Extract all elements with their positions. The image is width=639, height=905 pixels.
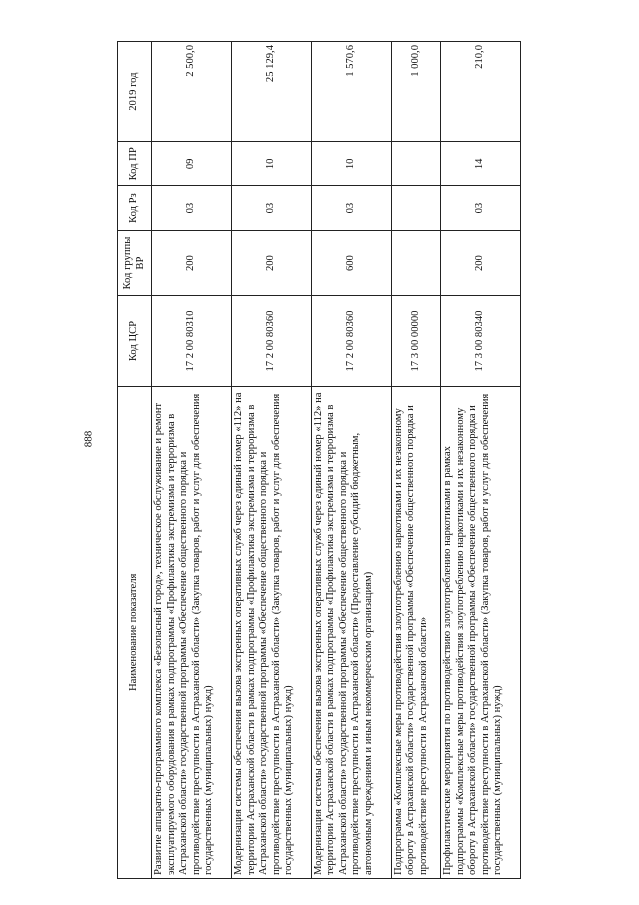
row-pr: [391, 142, 440, 186]
row-rz: 03: [441, 186, 521, 230]
row-csr: 17 2 00 80360: [232, 296, 312, 386]
row-pr: 14: [441, 142, 521, 186]
row-vr: 200: [441, 230, 521, 296]
row-year: 2 500,0: [152, 42, 232, 142]
table-row: [441, 42, 521, 879]
row-rz: 03: [311, 186, 391, 230]
table-header-row: [118, 42, 152, 879]
header-pr: Код ПР: [118, 142, 152, 186]
row-name: Профилактические мероприятия по противодействию злоупотреблению наркотиками в рамках подпрограммы «Комплексные меры противодействия злоупотреблению наркотиками и их незаконному обороту в Астраханской области» государственной программы «Обеспечение общественного порядка и противодействие преступности в Астраханской области» (Закупка товаров, работ и услуг для обеспечения государственных (муниципальных) нужд): [441, 386, 521, 878]
row-csr: 17 3 00 80340: [441, 296, 521, 386]
row-vr: 600: [311, 230, 391, 296]
row-name: Модернизация системы обеспечения вызова экстренных оперативных служб через единый номер «112» на территории Астраханской области в рамках подпрограммы «Профилактика экстремизма и терроризма в Астраханской области» государственной программы «Обеспечение общественного порядка и противодействие преступности в Астраханской области» (Предоставление субсидий бюджетным, автономным учреждениям и иным некоммерческим организациям): [311, 386, 391, 878]
header-vr: Код группы ВР: [118, 230, 152, 296]
header-csr: Код ЦСР: [118, 296, 152, 386]
row-csr: 17 2 00 80310: [152, 296, 232, 386]
row-rz: [391, 186, 440, 230]
row-name: Подпрограмма «Комплексные меры противодействия злоупотреблению наркотиками и их незаконному обороту в Астраханской области» государственной программы «Обеспечение общественного порядка и противодействие преступности в Астраханской области»: [391, 386, 440, 878]
row-rz: 03: [232, 186, 312, 230]
row-vr: [391, 230, 440, 296]
header-year: 2019 год: [118, 42, 152, 142]
row-vr: 200: [232, 230, 312, 296]
table-row: [311, 42, 391, 879]
row-year: 210,0: [441, 42, 521, 142]
row-name: Модернизация системы обеспечения вызова экстренных оперативных служб через единый номер «112» на территории Астраханской области в рамках подпрограммы «Профилактика экстремизма и терроризма в Астраханской области» государственной программы «Обеспечение общественного порядка и противодействие преступности в Астраханской области» (Закупка товаров, работ и услуг для обеспечения государственных (муниципальных) нужд): [232, 386, 312, 878]
row-pr: 10: [232, 142, 312, 186]
table-row: [391, 42, 440, 879]
row-rz: 03: [152, 186, 232, 230]
row-vr: 200: [152, 230, 232, 296]
page-number: 888: [82, 430, 95, 448]
row-pr: 10: [311, 142, 391, 186]
header-rz: Код Рз: [118, 186, 152, 230]
row-pr: 09: [152, 142, 232, 186]
row-year: 1 570,6: [311, 42, 391, 142]
row-name: Развитие аппаратно-программного комплекса «Безопасный город», техническое обслуживание и ремонт эксплуатируемого оборудования в рамках подпрограммы «Профилактика экстремизма и терроризма в Астраханской области» государственной программы «Обеспечение общественного порядка и противодействие преступности в Астраханской области» (Закупка товаров, работ и услуг для обеспечения государственных (муниципальных) нужд): [152, 386, 232, 878]
budget-table: [117, 41, 521, 879]
row-year: 25 129,4: [232, 42, 312, 142]
header-name: Наименование показателя: [118, 386, 152, 878]
row-csr: 17 3 00 00000: [391, 296, 440, 386]
table-row: [232, 42, 312, 879]
rotated-table-container: [117, 41, 521, 879]
row-year: 1 000,0: [391, 42, 440, 142]
table-row: [152, 42, 232, 879]
row-csr: 17 2 00 80360: [311, 296, 391, 386]
